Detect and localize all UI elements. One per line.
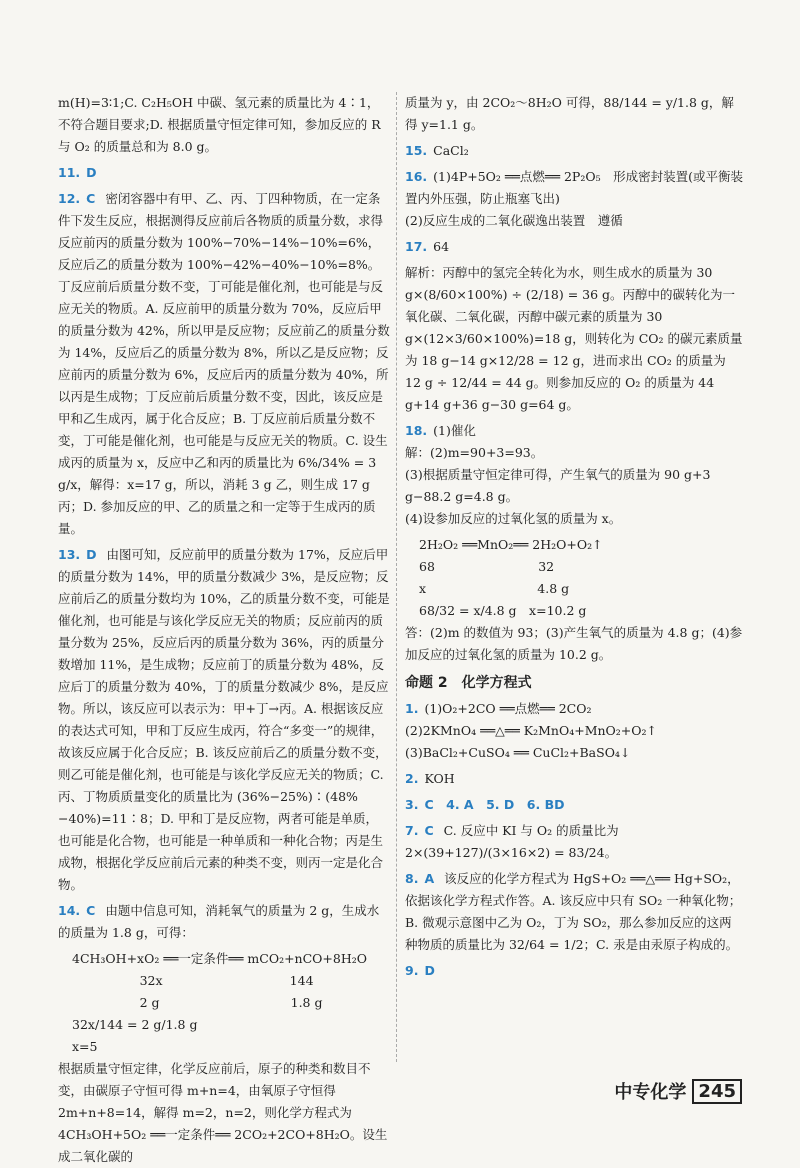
item-number: 16. [405, 169, 428, 184]
explanation-text: (1)O₂+2CO ══点燃══ 2CO₂ (2)2KMnO₄ ══△══ K₂MnO₄+MnO₂+O₂↑ (3)BaCl₂+CuSO₄ ══ CuCl₂+BaSO₄↓ [405, 701, 658, 760]
paragraph: m(H)=3∶1;C. C₂H₅OH 中碳、氢元素的质量比为 4∶1，不符合题目要求;D. 根据质量守恒定律可知，参加反应的 R 与 O₂ 的质量总和为 8.0 g。 [58, 95, 385, 154]
item-number: 17. [405, 239, 428, 254]
answer-choice: A [424, 871, 435, 886]
item-number: 9. [405, 963, 419, 978]
answer-choice: C [424, 823, 434, 838]
answer-choice: D [424, 963, 435, 978]
answer-item [405, 166, 743, 232]
item-number: 3. [405, 797, 419, 812]
answer-choice: D [86, 165, 97, 180]
explanation-text: 密闭容器中有甲、乙、丙、丁四种物质，在一定条件下发生反应，根据测得反应前后各物质的质量分数，求得反应前丙的质量分数为 100%−70%−14%−10%=6%，反应后乙的质量分数为 100%−42%−40%−10%=8%。丁反应前后质量分数不变，丁可能是催化剂，也可能是与反应无关的物质。A. 反应前甲的质量分数为 70%，反应后甲的质量分数为 42%，所以甲是反应物；反应前乙的质量分数为 14%，反应后乙的质量分数为 8%，所以乙是反应物；反应前丙的质量分数为 6%，反应后丙的质量分数为 40%，所以丙是生成物；丁反应前后质量分数不变，因此，该反应是甲和乙生成丙，属于化合反应；B. 丁反应前后质量分数不变，丁可能是催化剂，也可能是与反应无关的物质。C. 设生成丙的质量为 x，反应中乙和丙的质量比为 6%/34% = 3 g/x，解得：x=17 g，所以，消耗 3 g 乙，则生成 17 g 丙；D. 参加反应的甲、乙的质量之和一定等于生成丙的质量。 [58, 191, 390, 536]
explanation-text: (1)4P+5O₂ ══点燃══ 2P₂O₅ 形成密封装置(或平衡装置内外压强，防止瓶塞飞出) (2)反应生成的二氧化碳逸出装置 遵循 [405, 169, 743, 228]
item-number: 13. [58, 547, 81, 562]
item-number: 12. [58, 191, 81, 206]
answer-item [405, 868, 743, 956]
paragraph: 答：(2)m 的数值为 93；(3)产生氧气的质量为 4.8 g；(4)参加反应的过氧化氢的质量为 10.2 g。 [405, 625, 743, 662]
paragraph: 质量为 y，由 2CO₂～8H₂O 可得，88/144 = y/1.8 g，解得 y=1.1 g。 [405, 95, 734, 132]
explanation-text: 该反应的化学方程式为 HgS+O₂ ══△══ Hg+SO₂，依据该化学方程式作答。A. 该反应中只有 SO₂ 一种氧化物；B. 微观示意图中乙为 O₂，丁为 SO₂，那么参加反应的这两种物质的质量比为 32/64 = 1/2；C. 汞是由汞原子构成的。 [405, 871, 742, 952]
column-divider [396, 92, 397, 1062]
item-number: 11. [58, 165, 81, 180]
answer-item [405, 794, 743, 816]
explanation-text: KOH [424, 771, 455, 786]
answer-item [58, 162, 390, 184]
page-footer [614, 1078, 742, 1104]
answer-choice: C [86, 903, 96, 918]
explanation-text: CaCl₂ [433, 143, 469, 158]
explanation-text: (1)催化 解：(2)m=90+3=93。 (3)根据质量守恒定律可得，产生氧气的质量为 90 g+3 g−88.2 g=4.8 g。 (4)设参加反应的过氧化氢的质量为 x。 [405, 423, 711, 526]
item-number: 15. [405, 143, 428, 158]
paragraph: 根据质量守恒定律，化学反应前后，原子的种类和数目不变，由碳原子守恒可得 m+n=4，由氧原子守恒得 2m+n+8=14，解得 m=2，n=2，则化学方程式为 4CH₃OH+5O₂ ══一定条件══ 2CO₂+2CO+8H₂O。设生成二氧化碳的 [58, 1061, 388, 1164]
answer-item [58, 900, 390, 944]
item-number: 1. [405, 701, 419, 716]
answer-choice: C 4. A 5. D 6. BD [424, 797, 565, 812]
answer-item [405, 698, 743, 764]
section-heading: 命题 2 化学方程式 [405, 675, 532, 691]
explanation-text: 由题中信息可知，消耗氧气的质量为 2 g，生成水的质量为 1.8 g，可得： [58, 903, 380, 940]
answer-item [405, 420, 743, 530]
equation-block: 32x/144 = 2 g/1.8 g x=5 [72, 1017, 198, 1054]
explanation-text: 64 [433, 239, 450, 254]
right-column [405, 92, 743, 1060]
item-number: 14. [58, 903, 81, 918]
answer-item [405, 236, 743, 258]
paragraph: 解析：丙醇中的氢完全转化为水，则生成水的质量为 30 g×(8/60×100%) ÷ (2/18) = 36 g。丙醇中的碳转化为一氧化碳、二氧化碳，丙醇中碳元素的质量为 30 g×(12×3/60×100%)=18 g，则转化为 CO₂ 的碳元素质量为 18 g−14 g×12/28 = 12 g，进而求出 CO₂ 的质量为 12 g ÷ 12/44 = 44 g。则参加反应的 O₂ 的质量为 44 g+14 g+36 g−30 g=64 g。 [405, 265, 743, 412]
equation-block: 2H₂O₂ ══MnO₂══ 2H₂O+O₂↑ 68 32 x 4.8 g 68/32 = x/4.8 g x=10.2 g [419, 537, 603, 618]
item-number: 2. [405, 771, 419, 786]
answer-item [405, 768, 743, 790]
answer-item [405, 140, 743, 162]
equation-block: 4CH₃OH+xO₂ ══一定条件══ mCO₂+nCO+8H₂O 32x 144 2 g 1.8 g [72, 951, 368, 1010]
answer-choice: D [86, 547, 97, 562]
explanation-text: C. 反应中 KI 与 O₂ 的质量比为 2×(39+127)/(3×16×2) = 83/24。 [405, 823, 623, 860]
left-column [58, 92, 390, 1164]
item-number: 18. [405, 423, 428, 438]
answer-item [58, 544, 390, 896]
answer-item [58, 188, 390, 540]
item-number: 7. [405, 823, 419, 838]
answer-item [405, 820, 743, 864]
answer-choice: C [86, 191, 96, 206]
item-number: 8. [405, 871, 419, 886]
explanation-text: 由图可知，反应前甲的质量分数为 17%，反应后甲的质量分数为 14%，甲的质量分数减少 3%，是反应物；反应前后乙的质量分数均为 10%，乙的质量分数不变，可能是催化剂，也可能是与该化学反应无关的物质；反应前丙的质量分数为 25%，反应后丙的质量分数为 36%，丙的质量分数增加 11%，是生成物；反应前丁的质量分数为 48%，反应后丁的质量分数为 40%，丁的质量分数减少 8%，是反应物。所以，该反应可以表示为：甲+丁→丙。A. 根据该反应的表达式可知，甲和丁反应生成丙，符合“多变一”的规律，故该反应属于化合反应；B. 该反应前后乙的质量分数不变，则乙可能是催化剂，也可能是与该化学反应无关的物质；C. 丙、丁物质质量变化的质量比为 (36%−25%)∶(48%−40%)=11∶8；D. 甲和丁是反应物，两者可能是单质，也可能是化合物，也可能是一种单质和一种化合物；丙是生成物，根据化学反应前后元素的种类不变，则丙一定是化合物。 [58, 547, 390, 892]
footer-label: 中专化学 [614, 1082, 687, 1103]
answer-item [405, 960, 743, 982]
page-number: 245 [692, 1079, 742, 1104]
